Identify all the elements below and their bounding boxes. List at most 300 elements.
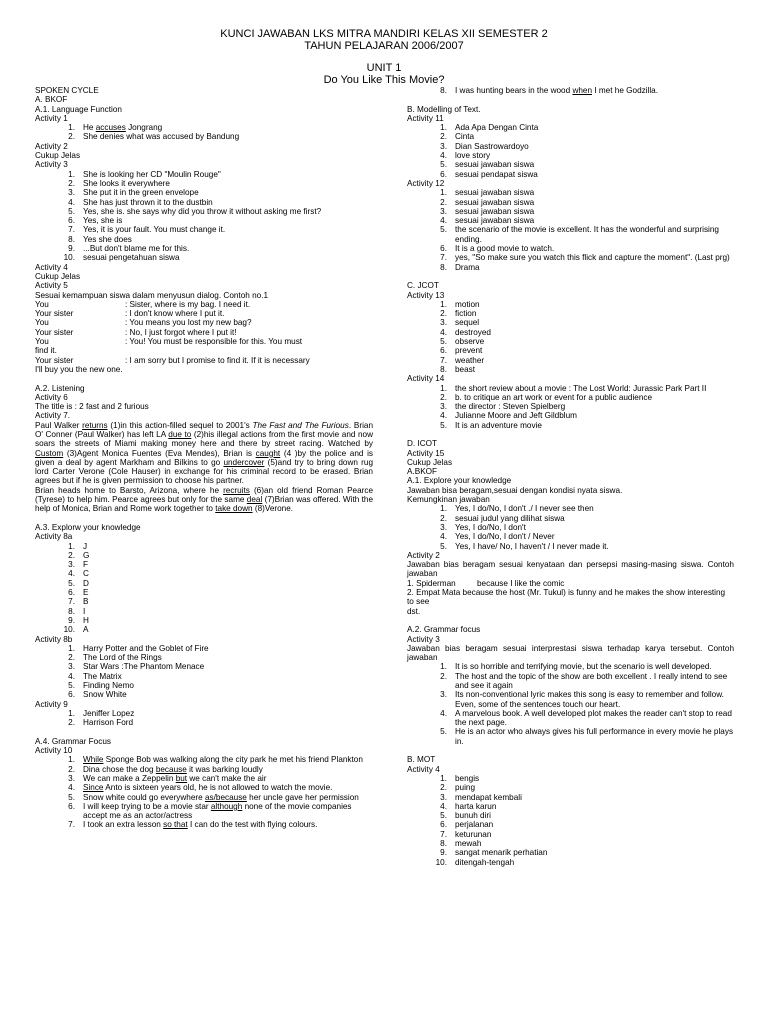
item-number: 1. (440, 188, 447, 198)
list-item (53, 225, 373, 234)
list-item (53, 132, 373, 141)
item-number: 6. (68, 216, 75, 226)
item-text: weather (455, 355, 485, 365)
list-item (53, 216, 373, 225)
activity-heading: Activity 5 (35, 281, 68, 291)
item-text: Since Anto is sixteen years old, he is not allowed to watch the movie. (83, 783, 333, 793)
item-text: destroyed (455, 327, 491, 337)
item-number: 7. (68, 225, 75, 235)
answer-text: Cukup Jelas (35, 151, 81, 161)
item-text: We can make a Zeppelin but we can't make the air (83, 773, 267, 783)
item-number: 4. (440, 708, 447, 718)
activity-heading: Activity 13 (407, 290, 445, 300)
item-text: bengis (455, 773, 480, 783)
list-item (53, 597, 373, 606)
item-text: Yes, I have/ No, I haven't / I never made it. (455, 541, 609, 551)
list-item (425, 662, 734, 671)
activity-heading: Activity 2 (35, 141, 68, 151)
item-text: Yes, I do/No, I don't (455, 522, 526, 532)
item-text: harta karun (455, 801, 497, 811)
list-item (425, 504, 734, 513)
answer-text: Jawaban bisa beragam,sesuai dengan kondisi nyata siswa. (407, 485, 623, 495)
item-number: 3. (440, 402, 447, 412)
item-number: 1. (68, 169, 75, 179)
list-item (53, 198, 373, 207)
answer-list (35, 542, 373, 635)
answer-text: Cukup Jelas (35, 271, 81, 281)
item-text: Dina chose the dog because it was barking loudly (83, 764, 263, 774)
school-year: TAHUN PELAJARAN 2006/2007 (304, 40, 464, 52)
dialog-line (35, 300, 373, 309)
list-item (425, 783, 734, 792)
list-item (425, 198, 734, 207)
answer-list (407, 123, 734, 179)
item-number: 5. (440, 225, 447, 235)
activity-heading: Activity 2 (407, 550, 440, 560)
answer-list (35, 755, 373, 829)
document-title: KUNCI JAWABAN LKS MITRA MANDIRI KELAS XII SEMESTER 2 (220, 28, 548, 40)
list-item (53, 783, 373, 792)
item-number: 8. (440, 262, 447, 272)
item-text: sesuai jawaban siswa (455, 197, 535, 207)
item-text: love story (455, 151, 491, 161)
item-number: 1. (440, 299, 447, 309)
item-number: 1. (68, 643, 75, 653)
item-text: yes, "So make sure you watch this flick and capture the moment". (Last prg) (455, 253, 730, 263)
item-number: 6. (68, 588, 75, 598)
list-item (425, 542, 734, 551)
item-number: 1. (68, 708, 75, 718)
item-text: sesuai pengetahuan siswa (83, 253, 180, 263)
activity-heading: Activity 1 (35, 113, 68, 123)
answer-list (35, 170, 373, 263)
item-text: prevent (455, 346, 483, 356)
item-text: sesuai jawaban siswa (455, 206, 535, 216)
answer-text: Jawaban bias beragam sesuai kenyataan dan persepsi masing-masing siswa. Contoh jawaban (407, 560, 734, 579)
list-item (425, 384, 734, 393)
item-text: perjalanan (455, 820, 494, 830)
underlined-answer: While (83, 755, 104, 765)
answer-list (35, 644, 373, 700)
item-text: Drama (455, 262, 480, 272)
dialog-speaker: Your sister (35, 309, 74, 319)
list-item (425, 356, 734, 365)
item-number: 8. (440, 839, 447, 849)
item-number: 3. (68, 188, 75, 198)
item-text: the short review about a movie : The Lost World: Jurassic Park Part II (455, 383, 707, 393)
list-item (53, 625, 373, 634)
item-number: 4. (68, 197, 75, 207)
answer-list (35, 709, 373, 728)
answer-text: Cukup Jelas (407, 457, 453, 467)
item-number: 1. (68, 541, 75, 551)
item-text: Ada Apa Dengan Cinta (455, 123, 539, 133)
item-number: 7. (68, 597, 75, 607)
list-item (425, 514, 734, 523)
item-number: 2. (68, 653, 75, 663)
item-text: It is a good movie to watch. (455, 244, 555, 254)
item-number: 4. (68, 569, 75, 579)
answer-list (35, 123, 373, 142)
item-text: D (83, 578, 89, 588)
item-number: 3. (440, 690, 447, 700)
item-number: 8. (68, 606, 75, 616)
item-number: 7. (68, 820, 75, 830)
item-text: A marvelous book. A well developed plot makes the reader can't stop to read the next page. (455, 708, 732, 728)
item-text: sangat menarik perhatian (455, 848, 548, 858)
item-text: fiction (455, 309, 477, 319)
item-text: mewah (455, 839, 482, 849)
underlined-answer: so that (163, 820, 188, 830)
activity-heading: Activity 8b (35, 634, 73, 644)
dialog-text: : I am sorry but I promise to find it. If it is necessary (125, 355, 310, 365)
list-item (53, 170, 373, 179)
answer-text: The title is : 2 fast and 2 furious (35, 402, 149, 412)
list-item (425, 263, 734, 272)
list-item (425, 318, 734, 327)
item-text: Star Wars :The Phantom Menace (83, 662, 205, 672)
item-text: He is an actor who always gives his full performance in every movie he plays in. (455, 727, 734, 746)
item-number: 2. (440, 783, 447, 793)
activity-heading: Activity 12 (407, 178, 445, 188)
item-number: 7. (440, 829, 447, 839)
section-heading: A. BKOF (35, 95, 68, 105)
section-heading: B. Modelling of Text. (407, 104, 481, 114)
subsection-heading: A.3. Explorw your knowledge (35, 522, 141, 532)
item-text: Yes, I do/No, I don't ./ I never see then (455, 504, 594, 514)
answer-list (407, 384, 734, 430)
item-number: 6. (440, 820, 447, 830)
item-text: G (83, 550, 90, 560)
item-text: A (83, 625, 89, 635)
list-item (425, 142, 734, 151)
item-text: Yes she does (83, 234, 132, 244)
list-item (53, 560, 373, 569)
list-item (425, 123, 734, 132)
item-text: Finding Nemo (83, 681, 134, 690)
item-text: Yes, she is (83, 216, 123, 226)
item-text: While Sponge Bob was walking along the city park he met his friend Plankton (83, 755, 363, 765)
dialog-line (35, 356, 373, 365)
list-item (53, 718, 373, 727)
list-item (425, 672, 734, 691)
item-text: sesuai pendapat siswa (455, 169, 538, 179)
dialog-line (35, 328, 373, 337)
item-text: mendapat kembali (455, 792, 522, 802)
item-text: sequel (455, 318, 480, 328)
dialog-continuation: find it. (35, 346, 57, 356)
list-item (53, 793, 373, 802)
item-text: the scenario of the movie is excellent. It has the wonderful and surprising ending. (455, 225, 719, 244)
answer-text: dst. (407, 606, 421, 616)
answer-text: Kemungkinan jawaban (407, 495, 490, 505)
subsection-heading: A.1. Explore your knowledge (407, 476, 512, 486)
list-item (53, 765, 373, 774)
activity-heading: Activity 14 (407, 374, 445, 384)
list-item (425, 727, 734, 746)
item-number: 4. (440, 532, 447, 542)
item-number: 9. (68, 615, 75, 625)
item-text: E (83, 588, 89, 598)
list-item (425, 170, 734, 179)
dialog-speaker: You (35, 337, 49, 347)
unit-number: UNIT 1 (366, 62, 402, 74)
dialog-continuation: I'll buy you the new one. (35, 364, 123, 374)
item-number: 5. (440, 420, 447, 430)
item-number: 2. (68, 764, 75, 774)
item-number: 2. (68, 718, 75, 728)
list-item (425, 774, 734, 783)
list-item (425, 365, 734, 374)
list-item (425, 523, 734, 532)
list-item (53, 774, 373, 783)
item-number: 4. (440, 151, 447, 161)
item-number: 2. (68, 132, 75, 142)
item-text: Yes, I do/No, I don't / Never (455, 532, 555, 542)
item-number: 5. (440, 811, 447, 821)
dialog-text: : You means you lost my new bag? (125, 318, 252, 328)
item-number: 5. (440, 727, 447, 737)
item-number: 4. (440, 216, 447, 226)
subsection-heading: A.2. Listening (35, 383, 85, 393)
item-number: 10. (63, 253, 75, 263)
list-item (425, 328, 734, 337)
item-number: 4. (440, 411, 447, 421)
item-number: 6. (440, 244, 447, 254)
item-number: 2. (440, 671, 447, 681)
item-text: Julianne Moore and Jeft Gildblum (455, 411, 577, 421)
answer-list (407, 504, 734, 550)
list-item (425, 858, 734, 867)
list-item (425, 393, 734, 402)
list-item (53, 802, 373, 821)
item-number: 6. (440, 346, 447, 356)
underlined-answer: as/because (204, 792, 247, 802)
item-text: Yes, it is your fault. You must change it. (83, 225, 226, 235)
answer-list (407, 662, 734, 746)
list-item (53, 123, 373, 132)
dialog-line (35, 309, 373, 318)
activity-heading: Activity 11 (407, 113, 444, 123)
item-text: b. to critique an art work or event for a public audience (455, 392, 653, 402)
list-item (425, 309, 734, 318)
underlined-answer: but (175, 773, 188, 783)
activity-heading: Activity 9 (35, 699, 68, 709)
item-text: I took an extra lesson so that I can do the test with flying colours. (83, 820, 318, 830)
underlined-answer: Since (83, 783, 104, 793)
subsection-heading: A.1. Language Function (35, 104, 122, 114)
item-number: 6. (440, 169, 447, 179)
activity-heading: Activity 4 (35, 262, 68, 272)
item-text: The Matrix (83, 671, 122, 681)
item-number: 4. (440, 327, 447, 337)
item-text: bunuh diri (455, 811, 491, 821)
section-heading: D. ICOT (407, 439, 438, 449)
item-number: 5. (68, 681, 75, 690)
list-item (425, 151, 734, 160)
item-text: keturunan (455, 829, 492, 839)
item-text: I was hunting bears in the wood when I met he Godzilla. (455, 86, 658, 95)
item-text: Harrison Ford (83, 718, 134, 728)
activity-heading: Activity 6 (35, 392, 68, 402)
item-text: It is an adventure movie (455, 420, 542, 430)
dialog-text: : You! You must be responsible for this. You must (125, 337, 303, 347)
right-column (407, 86, 734, 867)
example-answer: 1. Spiderman because I like the comic (407, 578, 565, 588)
dialog-line (35, 337, 373, 346)
item-number: 2. (440, 392, 447, 402)
item-number: 5. (440, 160, 447, 170)
list-item (425, 207, 734, 216)
item-number: 7. (440, 355, 447, 365)
list-item (425, 216, 734, 225)
list-item (425, 848, 734, 857)
list-item (53, 579, 373, 588)
dialog-speaker: You (35, 318, 49, 328)
list-item (53, 644, 373, 653)
item-number: 2. (440, 197, 447, 207)
answer-list (407, 300, 734, 374)
item-text: Snow white could go everywhere as/because her uncle gave her permission (83, 792, 359, 802)
list-item (425, 690, 734, 709)
item-number: 4. (440, 801, 447, 811)
list-item (53, 820, 373, 829)
item-number: 1. (68, 123, 75, 133)
item-number: 9. (68, 244, 75, 254)
dialog-line (35, 318, 373, 327)
list-item (53, 672, 373, 681)
item-number: 3. (440, 522, 447, 532)
item-number: 7. (440, 253, 447, 263)
item-number: 10. (435, 857, 447, 867)
list-item (425, 820, 734, 829)
activity-heading: Activity 8a (35, 532, 73, 542)
underlined-answer: because (155, 764, 187, 774)
underlined-answer: when (572, 86, 593, 95)
activity-heading: Activity 7. (35, 411, 71, 421)
item-number: 8. (68, 234, 75, 244)
list-item (53, 207, 373, 216)
item-number: 2. (440, 513, 447, 523)
section-heading: C. JCOT (407, 281, 439, 291)
list-item (53, 253, 373, 262)
item-number: 2. (440, 132, 447, 142)
list-item (425, 811, 734, 820)
item-text: Snow White (83, 690, 127, 700)
list-item (425, 709, 734, 728)
section-heading: SPOKEN CYCLE (35, 86, 99, 95)
item-number: 1. (440, 504, 447, 514)
list-item (53, 709, 373, 718)
answer-list (407, 774, 734, 867)
list-item (425, 225, 734, 244)
activity-heading: Activity 3 (35, 160, 68, 170)
underlined-answer: although (210, 801, 243, 811)
list-item (425, 253, 734, 262)
list-item (425, 411, 734, 420)
item-number: 1. (440, 383, 447, 393)
item-text: Harry Potter and the Goblet of Fire (83, 643, 209, 653)
item-number: 10. (63, 625, 75, 635)
item-number: 6. (68, 801, 75, 811)
list-item (425, 839, 734, 848)
list-item (425, 793, 734, 802)
activity-heading: Activity 4 (407, 764, 440, 774)
list-item (53, 681, 373, 690)
item-text: The Lord of the Rings (83, 653, 162, 663)
list-item (425, 300, 734, 309)
item-number: 2. (440, 309, 447, 319)
item-number: 8. (440, 86, 447, 95)
item-text: observe (455, 337, 485, 347)
answer-text: Jawaban bias beragam sesuai interprestasi siswa terhadap karya tersebut. Contoh jawaban (407, 643, 734, 663)
item-text: beast (455, 364, 476, 374)
item-text: She looks it everywhere (83, 178, 170, 188)
list-item (53, 653, 373, 662)
activity-heading: Activity 10 (35, 746, 73, 756)
item-text: C (83, 569, 89, 579)
dialog-text: : Sister, where is my bag. I need it. (125, 299, 251, 309)
item-number: 1. (440, 123, 447, 133)
list-item (53, 235, 373, 244)
answer-list (407, 86, 734, 95)
item-number: 1. (440, 662, 447, 672)
item-text: He accuses Jongrang (83, 123, 163, 133)
item-text: I will keep trying to be a movie star although none of the movie companies accept me as an actor/actress (83, 801, 352, 821)
item-number: 5. (440, 541, 447, 551)
unit-title: Do You Like This Movie? (323, 74, 445, 86)
item-text: Yes, she is. she says why did you throw it without asking me first? (83, 206, 322, 216)
list-item (53, 179, 373, 188)
answer-text: Sesuai kemampuan siswa dalam menyusun dialog. Contoh no.1 (35, 290, 269, 300)
item-number: 1. (68, 755, 75, 765)
item-text: Dian Sastrowardoyo (455, 141, 529, 151)
item-text: She denies what was accused by Bandung (83, 132, 240, 142)
underlined-answer: accuses (95, 123, 126, 133)
list-item (53, 588, 373, 597)
item-text: She is looking her CD "Moulin Rouge" (83, 169, 221, 179)
item-number: 3. (68, 560, 75, 570)
list-item (425, 86, 734, 95)
list-item (425, 337, 734, 346)
list-item (425, 244, 734, 253)
list-item (53, 542, 373, 551)
example-answer: 2. Empat Mata because the host (Mr. Tukul) is funny and he makes the show interesting to see (407, 588, 726, 607)
list-item (425, 532, 734, 541)
list-item (425, 402, 734, 411)
item-text: ditengah-tengah (455, 857, 515, 867)
item-text: sesuai judul yang dilihat siswa (455, 513, 565, 523)
list-item (53, 662, 373, 671)
item-text: Its non-conventional lyric makes this song is easy to remember and follow. Even, some of the sentences touch our heart. (455, 690, 724, 709)
item-number: 2. (68, 550, 75, 560)
item-number: 3. (440, 206, 447, 216)
dialog-text: : I don't know where I put it. (125, 309, 225, 319)
item-text: She has just thrown it to the dustbin (83, 197, 213, 207)
list-item (425, 421, 734, 430)
item-text: J (83, 541, 88, 551)
item-number: 8. (440, 364, 447, 374)
list-item (53, 244, 373, 253)
list-item (425, 160, 734, 169)
item-text: F (83, 560, 89, 570)
item-text: The host and the topic of the show are both excellent . I really intend to see and see it again (455, 671, 728, 690)
item-text: sesuai jawaban siswa (455, 188, 535, 198)
item-number: 9. (440, 848, 447, 858)
list-item (425, 132, 734, 141)
item-number: 4. (68, 671, 75, 681)
list-item (53, 569, 373, 578)
